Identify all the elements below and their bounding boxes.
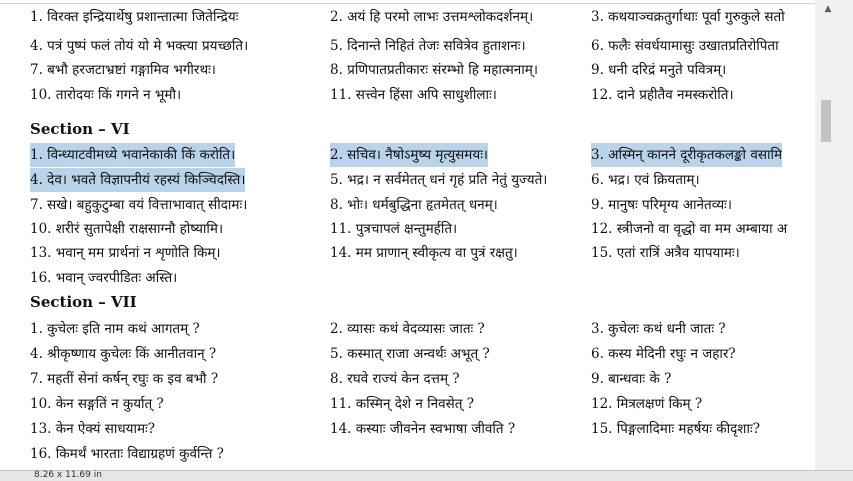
question-row	[0, 34, 815, 58]
question-text: 13. केन ऐक्यं साधयामः?	[30, 421, 156, 437]
question-row	[0, 58, 815, 82]
question-text: 15. पिङ्गलादिमाः महर्षयः कीदृशाः?	[591, 421, 760, 437]
question-text: 12. स्त्रीजनो वा वृद्धो वा मम अम्बाया अ	[591, 221, 788, 237]
question-text: 13. भवान् मम प्रार्थनां न शृणोति किम्।	[30, 245, 221, 261]
question-text: 4. पत्रं पुष्पं फलं तोयं यो मे भक्त्या प्रयच्छति।	[30, 38, 249, 54]
question-text: 9. मानुषः परिमृग्य आनेतव्यः।	[591, 197, 733, 213]
question-text: 5. दिनान्ते निहितं तेजः सवित्रेव हुताशनः।	[330, 38, 526, 54]
section-heading: Section – VII	[30, 293, 137, 311]
question-text	[330, 442, 586, 466]
question-text: 5. भद्र। न सर्वमेतत् धनं गृहं प्रति नेतुं युज्यते।	[330, 172, 548, 188]
question-row	[0, 241, 815, 265]
highlighted-question-text: 4. देव। भवते विज्ञापनीयं रहस्यं किञ्चिदस्ति।	[30, 168, 245, 192]
question-text: 12. मित्रलक्षणं किम् ?	[591, 396, 703, 412]
question-text: 14. कस्याः जीवनेन स्वभाषा जीवति ?	[330, 421, 516, 437]
question-text: 3. कुचेलः कथं धनी जातः ?	[591, 321, 726, 337]
question-text: 6. कस्य मेदिनी रघुः न जहार?	[591, 346, 736, 362]
question-text: 12. दाने प्रहीतैव नमस्करोति।	[591, 87, 734, 103]
question-row	[0, 168, 815, 192]
question-row	[0, 143, 815, 167]
question-text: 1. विरक्त इन्द्रियार्थेषु प्रशान्तात्मा जितेन्द्रियः	[30, 9, 239, 25]
page-size-label: 8.26 x 11.69 in	[34, 470, 102, 480]
question-text	[591, 266, 815, 290]
question-text: 8. रघवे राज्यं केन दत्तम् ?	[330, 371, 460, 387]
question-row	[0, 193, 815, 217]
question-row	[0, 217, 815, 241]
question-row	[0, 83, 815, 107]
question-text: 4. श्रीकृष्णाय कुचेलः किं आनीतवान् ?	[30, 346, 217, 362]
question-text: 11. सत्त्वेन हिंसा अपि साधुशीलाः।	[330, 87, 497, 103]
highlighted-question-text: 2. सचिव। नैषोऽमुष्य मृत्युसमयः।	[330, 143, 488, 167]
section-heading: Section – VI	[30, 120, 130, 138]
question-row	[0, 317, 815, 341]
question-row	[0, 342, 815, 366]
page-top-divider	[0, 3, 815, 4]
question-text: 11. कस्मिन् देशे न निवसेत् ?	[330, 396, 475, 412]
question-text	[591, 442, 815, 466]
question-row	[0, 392, 815, 416]
question-text: 8. भोः। धर्मबुद्धिना हृतमेतत् धनम्।	[330, 197, 498, 213]
question-text: 1. कुचेलः इति नाम कथं आगतम् ?	[30, 321, 200, 337]
question-text: 10. तारोदयः किं गगने न भूमौ।	[30, 87, 182, 103]
question-text: 6. भद्र। एवं क्रियताम्।	[591, 172, 700, 188]
question-text: 3. कथयाञ्चक्रतुर्गाथाः पूर्वा गुरुकुले सतो	[591, 9, 785, 25]
scrollbar-thumb[interactable]	[821, 100, 831, 142]
question-text: 5. कस्मात् राजा अन्वर्थः अभूत् ?	[330, 346, 490, 362]
question-text: 7. महतीं सेनां कर्षन् रघुः क इव बभौ ?	[30, 371, 219, 387]
status-bar	[0, 470, 853, 481]
question-text: 9. धनी दरिद्रं मनुते पवित्रम्।	[591, 62, 727, 78]
question-text: 15. एतां रात्रिं अत्रैव यापयामः।	[591, 245, 740, 261]
question-text: 14. मम प्राणान् स्वीकृत्य वा पुत्रं रक्षतु।	[330, 245, 518, 261]
question-text	[330, 266, 586, 290]
question-text: 6. फलैः संवर्धयामासुः उखातप्रतिरोपिता	[591, 38, 779, 54]
question-text: 16. भवान् ज्वरपीडितः अस्ति।	[30, 270, 178, 286]
question-text: 8. प्रणिपातप्रतीकारः संरम्भो हि महात्मनाम्।	[330, 62, 538, 78]
question-text: 2. व्यासः कथं वेदव्यासः जातः ?	[330, 321, 485, 337]
question-text: 9. बान्धवाः के ?	[591, 371, 672, 387]
highlighted-question-text: 3. अस्मिन् कानने दूरीकृतकलङ्को वसामि	[591, 143, 782, 167]
question-text: 10. केन सङ्गतिं न कुर्यात् ?	[30, 396, 164, 412]
question-text: 10. शरीरं सुतापेक्षी राक्षसाग्नौ होष्यामि।	[30, 221, 224, 237]
question-row	[0, 442, 815, 466]
question-row	[0, 5, 815, 29]
question-text: 16. किमर्थं भारताः विद्याग्रहणं कुर्वन्ति ?	[30, 446, 224, 462]
question-text: 11. पुत्रचापलं क्षन्तुमर्हति।	[330, 221, 458, 237]
question-text: 2. अयं हि परमो लाभः उत्तमश्लोकदर्शनम्।	[330, 9, 534, 25]
question-text: 7. बभौ हरजटाभ्रष्टां गङ्गामिव भगीरथः।	[30, 62, 216, 78]
question-row	[0, 417, 815, 441]
vertical-scrollbar[interactable]	[815, 0, 853, 470]
question-row	[0, 367, 815, 391]
question-text: 7. सखे। बहुकुटुम्बा वयं वित्ताभावात् सीदामः।	[30, 197, 248, 213]
highlighted-question-text: 1. विन्ध्याटवीमध्ये भवानेकाकी किं करोति।	[30, 143, 235, 167]
question-row	[0, 266, 815, 290]
scroll-up-icon[interactable]: ▲	[824, 4, 832, 14]
